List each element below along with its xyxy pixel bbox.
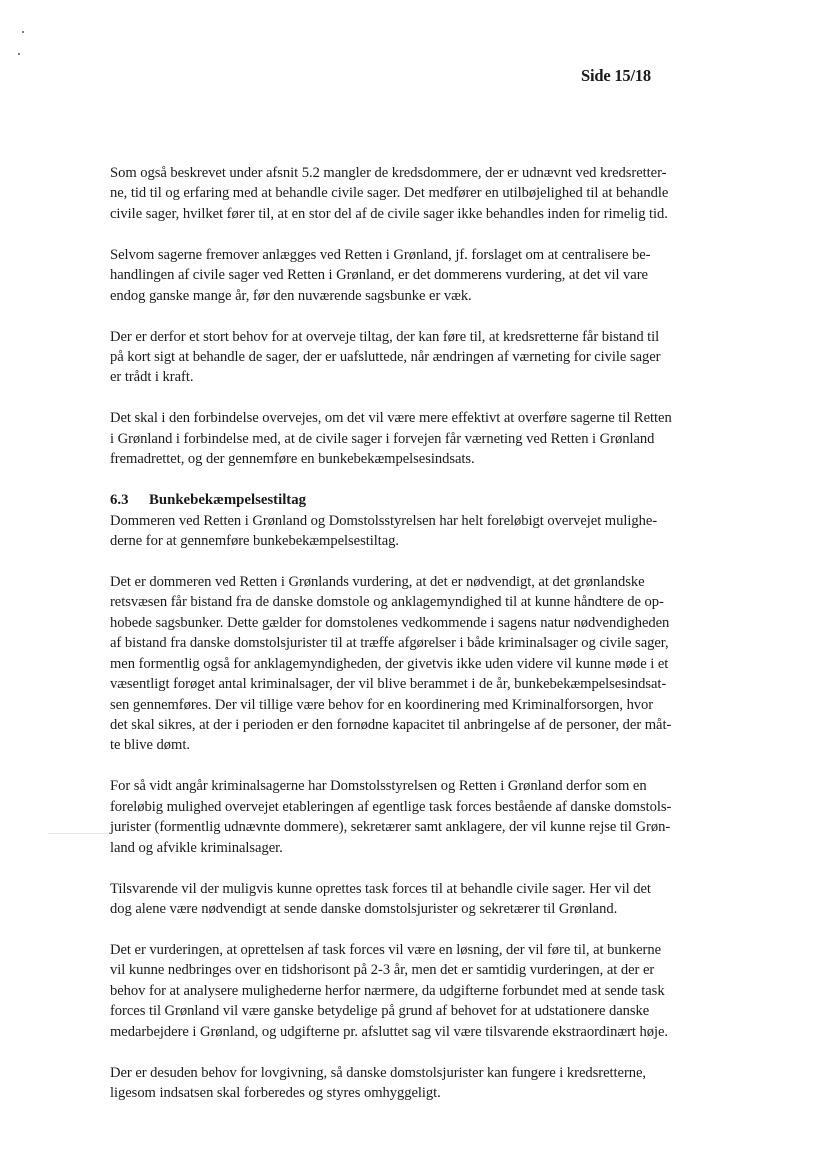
- text-line: Der er derfor et stort behov for at overveje tiltag, der kan føre til, at kredsretterne får bistand til: [110, 328, 660, 345]
- text-line: For så vidt angår kriminalsagerne har Domstolsstyrelsen og Retten i Grønland derfor som en: [110, 778, 647, 795]
- text-line: væsentligt forøget antal kriminalsager, der vil blive berammet i de år, bunkebekæmpelsesindsat-: [110, 676, 667, 693]
- text-line: det skal sikres, at der i perioden er den fornødne kapacitet til anbringelse af de personer, der måt-: [110, 716, 672, 733]
- paragraph: [110, 879, 732, 920]
- document-body: [110, 163, 732, 1124]
- text-line: er trådt i kraft.: [110, 369, 194, 386]
- text-line: i Grønland i forbindelse med, at de civile sager i forvejen får værneting ved Retten i Grønland: [110, 430, 655, 447]
- paragraph: [110, 1063, 732, 1104]
- page-number: Side 15/18: [581, 66, 651, 85]
- text-line: Det er vurderingen, at oprettelsen af task forces vil være en løsning, der vil føre til, at bunkerne: [110, 941, 661, 958]
- text-line: handlingen af civile sager ved Retten i Grønland, er det dommerens vurdering, at det vil vare: [110, 267, 648, 284]
- section-paragraphs: [110, 511, 732, 1104]
- section-title: Bunkebekæmpelsestiltag: [149, 492, 307, 509]
- text-line: Dommeren ved Retten i Grønland og Domstolsstyrelsen har helt foreløbigt overvejet mulighe-: [110, 512, 658, 529]
- paragraph: [110, 245, 732, 306]
- section-heading: [110, 490, 732, 510]
- text-line: forces til Grønland vil være ganske betydelige på grund af behovet for at udstationere danske: [110, 1003, 650, 1020]
- paragraph: [110, 776, 732, 858]
- text-line: hobede sagsbunker. Dette gælder for domstolenes vedkommende i sagens natur nødvendigheden: [110, 614, 670, 631]
- text-line: Selvom sagerne fremover anlægges ved Retten i Grønland, jf. forslaget om at centralisere be-: [110, 246, 651, 263]
- text-line: sen gennemføres. Der vil tillige være behov for en koordinering med Kriminalforsorgen, hvor: [110, 696, 654, 713]
- text-line: Tilsvarende vil der muligvis kunne oprettes task forces til at behandle civile sager. Her vil det: [110, 880, 651, 897]
- text-line: ligesom indsatsen skal forberedes og styres omhyggeligt.: [110, 1084, 441, 1101]
- text-line: Det skal i den forbindelse overvejes, om det vil være mere effektivt at overføre sagerne til Retten: [110, 410, 672, 427]
- paragraph: [110, 940, 732, 1042]
- text-line: foreløbig mulighed overvejet etableringen af egentlige task forces bestående af danske domstols-: [110, 798, 672, 815]
- paragraph: [110, 163, 732, 224]
- text-line: fremadrettet, og der gennemføre en bunkebekæmpelsesindsats.: [110, 451, 475, 468]
- scan-artifact-line: [48, 833, 112, 834]
- text-line: land og afvikle kriminalsager.: [110, 839, 283, 856]
- text-line: civile sager, hvilket fører til, at en stor del af de civile sager ikke behandles inden for rimelig tid.: [110, 205, 668, 222]
- text-line: dog alene være nødvendigt at sende danske domstolsjurister og sekretærer til Grønland.: [110, 900, 618, 917]
- paragraph: [110, 327, 732, 388]
- paragraph: [110, 408, 732, 469]
- text-line: derne for at gennemføre bunkebekæmpelsestiltag.: [110, 533, 400, 550]
- text-line: retsvæsen får bistand fra de danske domstole og anklagemyndighed til at kunne håndtere de op-: [110, 594, 664, 611]
- text-line: Det er dommeren ved Retten i Grønlands vurdering, at det er nødvendigt, at det grønlandske: [110, 574, 645, 591]
- text-line: vil kunne nedbringes over en tidshorisont på 2-3 år, men det er samtidig vurderingen, at der er: [110, 962, 655, 979]
- text-line: på kort sigt at behandle de sager, der er uafsluttede, når ændringen af værneting for civile sager: [110, 349, 661, 366]
- text-line: ne, tid til og erfaring med at behandle civile sager. Det medfører en utilbøjelighed til at behandle: [110, 185, 669, 202]
- text-line: te blive dømt.: [110, 737, 190, 754]
- text-line: endog ganske mange år, før den nuværende sagsbunke er væk.: [110, 287, 472, 304]
- section-number: 6.3: [110, 492, 129, 509]
- paragraph: [110, 572, 732, 756]
- scan-speck: [18, 53, 20, 55]
- text-line: behov for at analysere mulighederne herfor nærmere, da udgifterne forbundet med at sende task: [110, 982, 665, 999]
- text-line: Som også beskrevet under afsnit 5.2 mangler de kredsdommere, der er udnævnt ved kredsretter-: [110, 165, 667, 181]
- text-line: medarbejdere i Grønland, og udgifterne pr. afsluttet sag vil være tilsvarende ekstraordinært høje.: [110, 1023, 669, 1040]
- section-6-3: [110, 490, 732, 1103]
- paragraphs-before-section: [110, 163, 732, 470]
- text-line: Der er desuden behov for lovgivning, så danske domstolsjurister kan fungere i kredsretterne,: [110, 1064, 647, 1081]
- text-line: men formentlig også for anklagemyndigheden, der givetvis ikke uden videre vil kunne møde i et: [110, 655, 669, 672]
- paragraph: [110, 511, 732, 552]
- scan-speck: [22, 31, 24, 33]
- text-line: jurister (formentlig udnævnte dommere), sekretærer samt anklagere, der vil kunne rejse til Grøn-: [110, 819, 671, 836]
- text-line: af bistand fra danske domstolsjurister til at træffe afgørelser i både kriminalsager og civile sager,: [110, 635, 669, 652]
